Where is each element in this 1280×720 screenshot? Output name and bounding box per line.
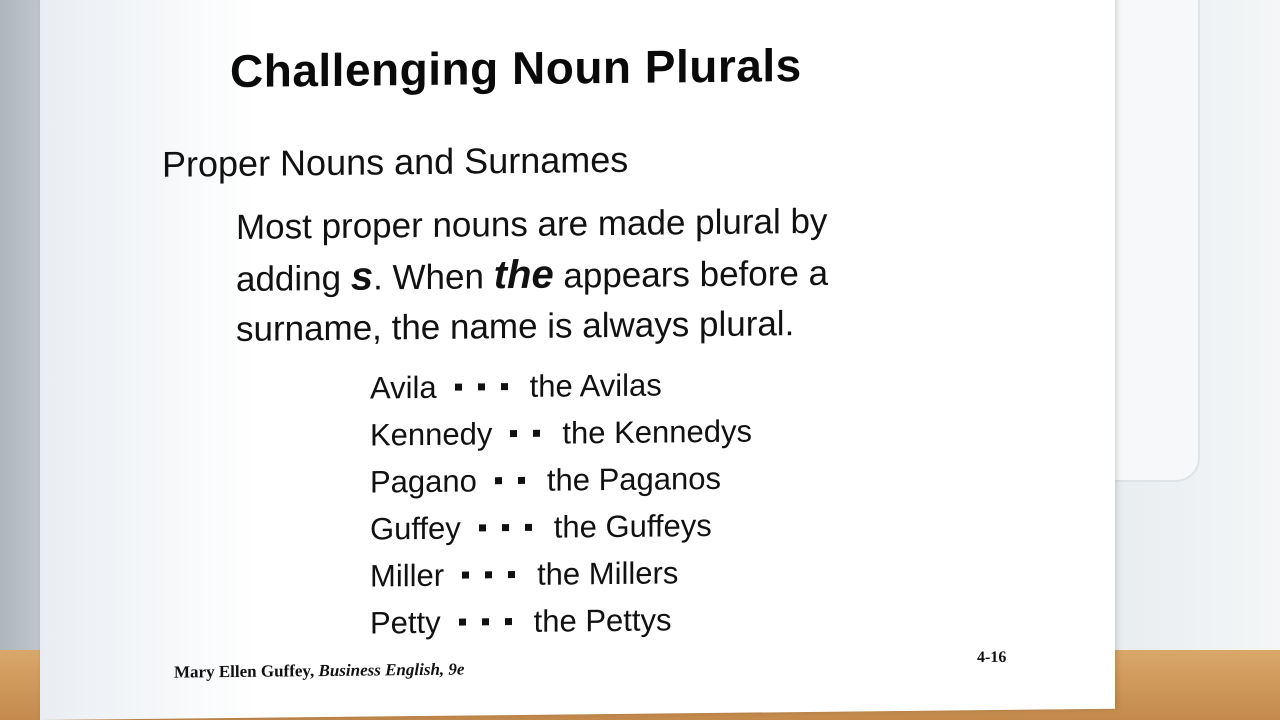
example-plural: the Pettys [533,601,672,639]
square-bullet-icon [505,618,512,625]
example-surname: Kennedy [370,415,493,453]
square-bullet-icon [495,477,502,484]
square-bullet-icon [478,383,485,390]
emphasis-s: s [350,254,374,299]
rule-line-2-middle: . When [373,257,494,298]
square-bullet-icon [518,477,525,484]
example-plural: the Avilas [529,366,662,404]
rule-line-2-end: appears before a [553,253,829,296]
slide-page [40,0,1115,720]
page-number: 4-16 [977,648,1007,667]
leader-dots [495,477,525,484]
example-row [370,549,752,600]
example-surname: Pagano [370,462,477,500]
leader-dots [479,524,532,532]
example-row [370,596,752,647]
leader-dots [455,383,508,391]
example-plural: the Kennedys [562,413,752,451]
rule-line-2 [236,245,996,305]
footer-author: Mary Ellen Guffey, [174,661,319,682]
square-bullet-icon [462,572,469,579]
square-bullet-icon [482,618,489,625]
rule-line-2-start: adding [236,258,351,299]
square-bullet-icon [459,619,466,626]
leader-dots [510,430,540,437]
rule-line-3: surname, the name is always plural. [236,304,795,349]
square-bullet-icon [485,571,492,578]
example-row [370,502,752,553]
examples-list [370,361,752,647]
square-bullet-icon [508,571,515,578]
square-bullet-icon [525,524,532,531]
background-panel [1106,0,1200,482]
emphasis-the: the [493,252,554,298]
example-surname: Guffey [370,510,461,547]
leader-dots [459,618,512,626]
rule-paragraph [236,195,996,355]
example-surname: Miller [370,557,445,594]
rule-line-1: Most proper nouns are made plural by [236,201,828,247]
square-bullet-icon [502,524,509,531]
footer-credit [174,660,464,683]
footer-book-title: Business English, 9e [318,659,465,681]
example-row [370,408,752,459]
slide-title: Challenging Noun Plurals [230,39,802,98]
example-plural: the Millers [537,554,679,592]
square-bullet-icon [479,524,486,531]
square-bullet-icon [501,383,508,390]
example-plural: the Paganos [546,460,721,498]
example-row [370,361,752,412]
example-surname: Avila [370,369,437,406]
square-bullet-icon [455,384,462,391]
square-bullet-icon [510,430,517,437]
example-surname: Petty [370,604,441,641]
example-row [370,455,752,506]
square-bullet-icon [533,430,540,437]
example-plural: the Guffeys [553,507,712,545]
leader-dots [462,571,515,579]
slide-subtitle: Proper Nouns and Surnames [162,138,629,185]
